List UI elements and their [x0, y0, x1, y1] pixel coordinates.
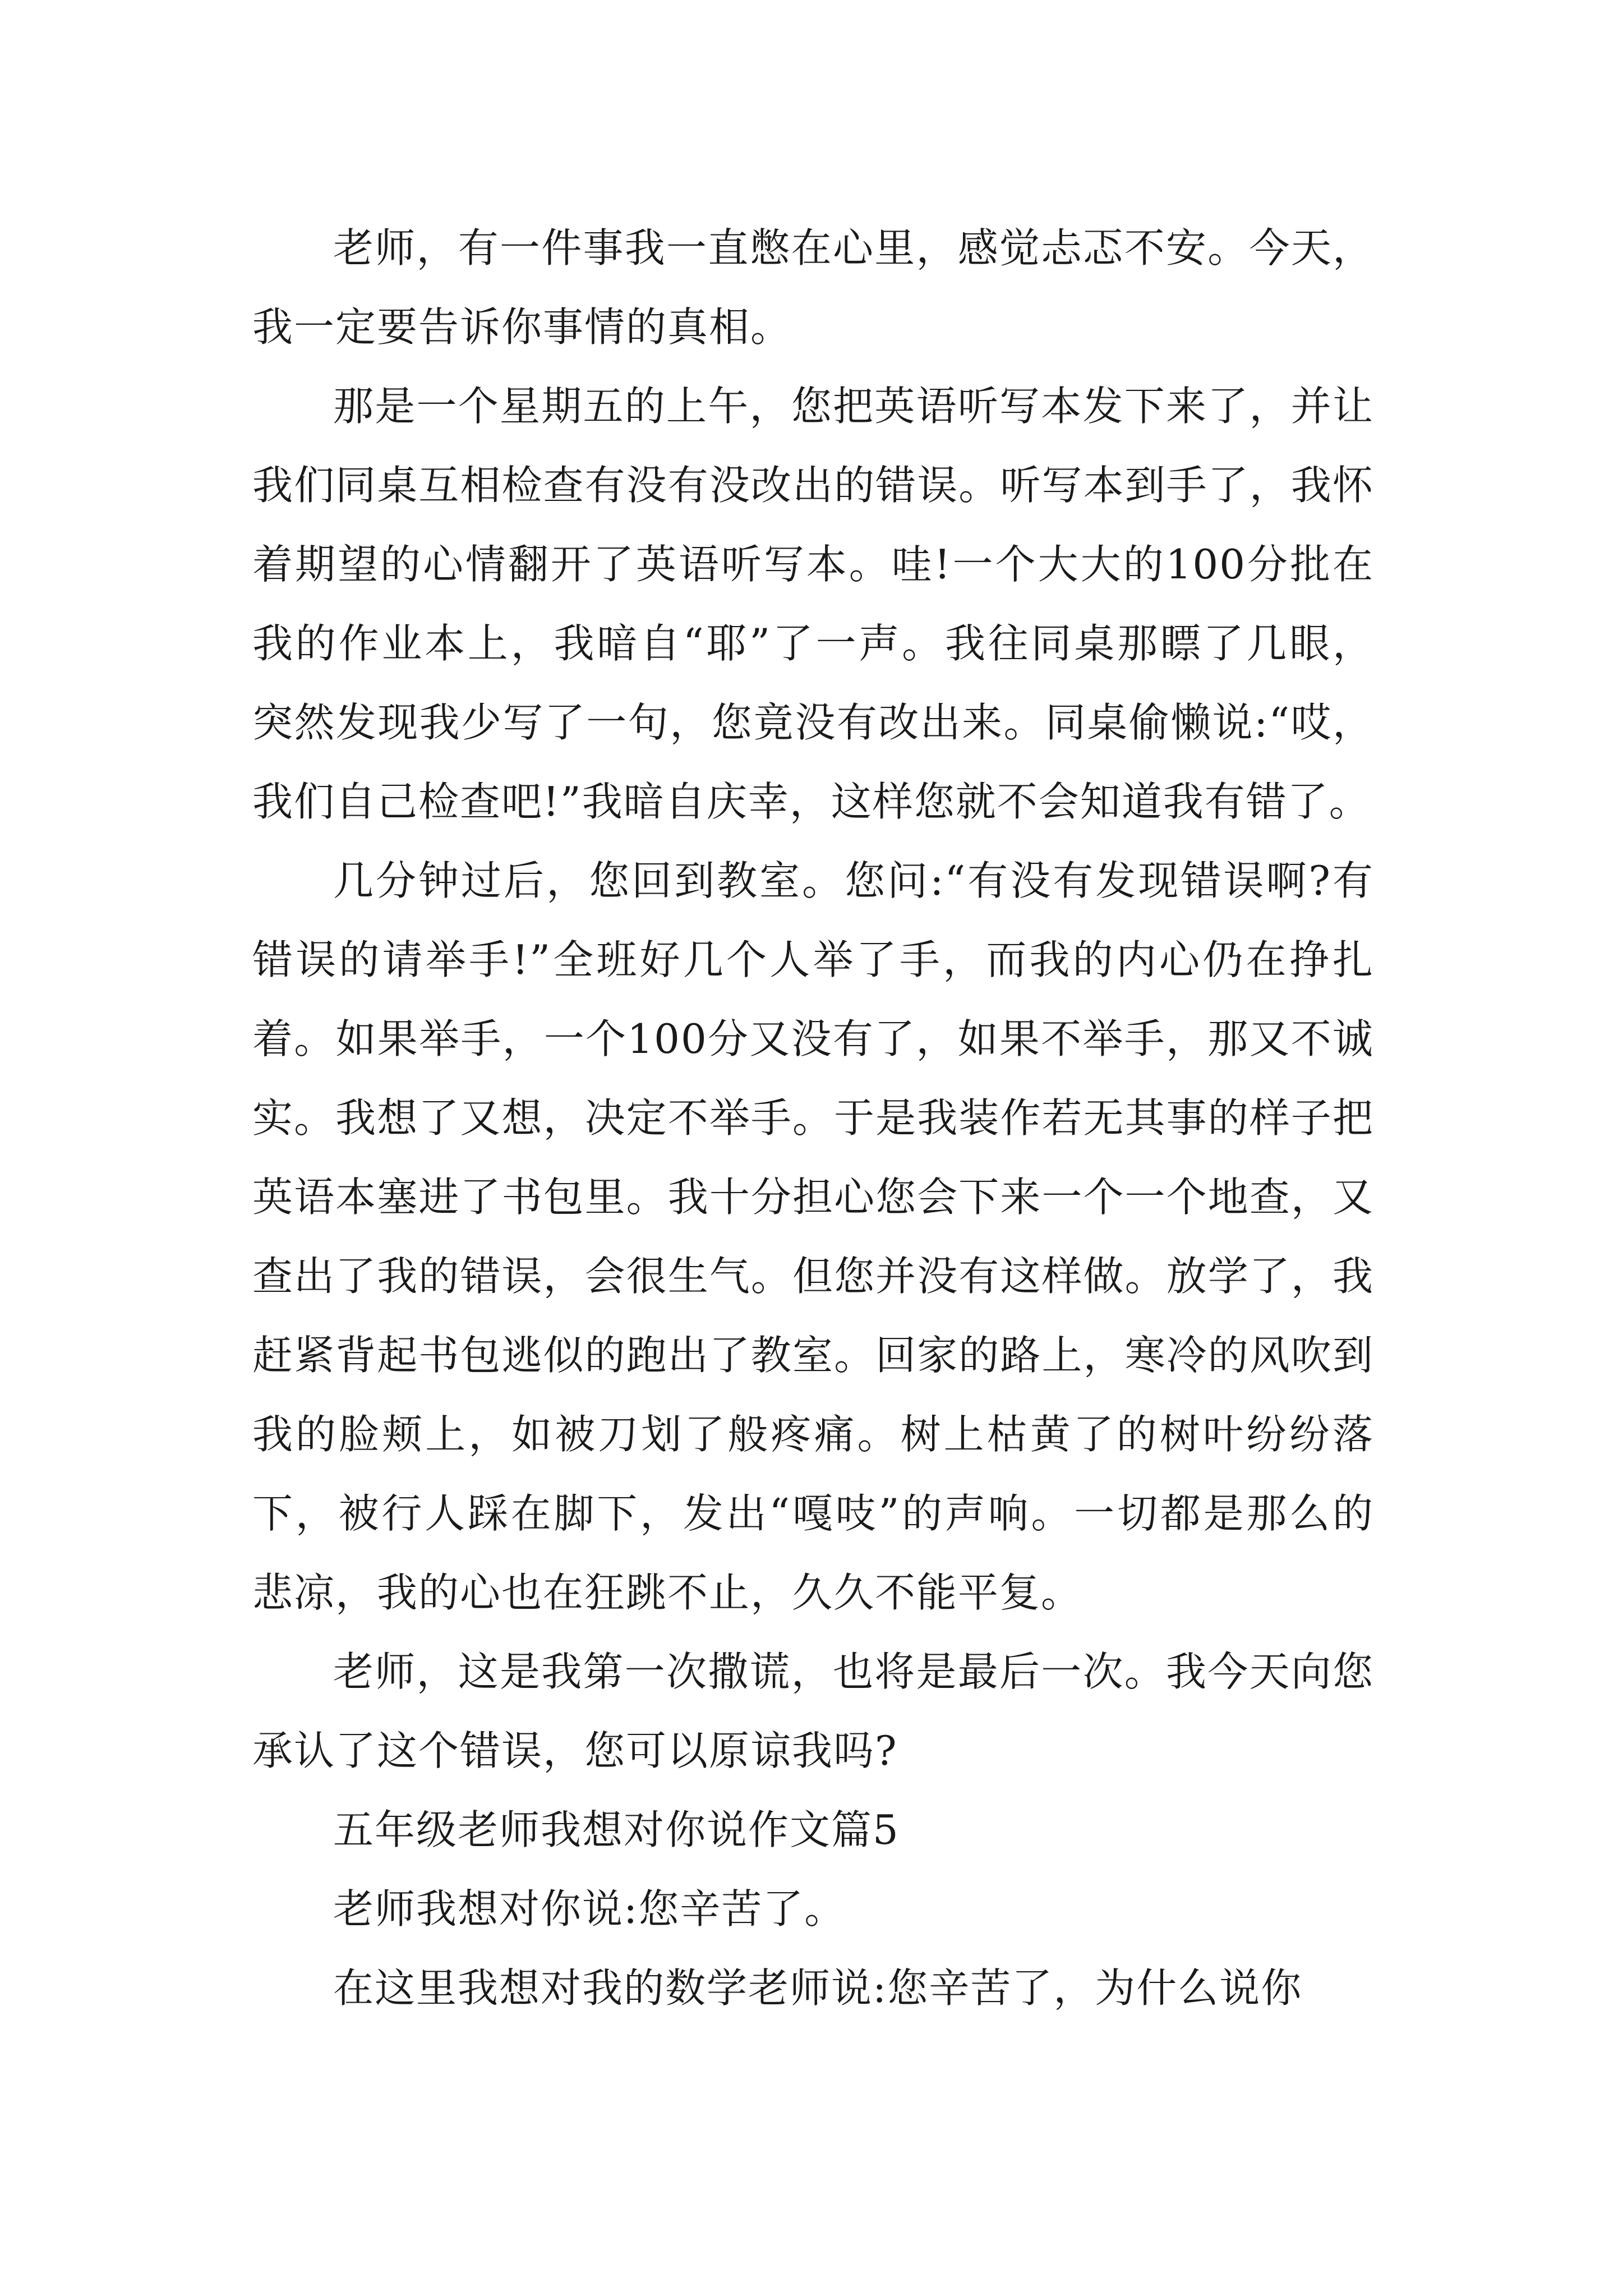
paragraph-classroom-check: 几分钟过后，您回到教室。您问:“有没有发现错误啊?有错误的请举手!”全班好几个人举了手，而我的内心仍在挣扎着。如果举手，一个100分又没有了，如果不举手，那又不诚实。我想了又想，决定不举手。于是我装作若无其事的样子把英语本塞进了书包里。我十分担心您会下来一个一个地查，又查出了我的错误，会很生气。但您并没有这样做。放学了，我赶紧背起书包逃似的跑出了教室。回家的路上，寒冷的风吹到我的脸颊上，如被刀划了般疼痛。树上枯黄了的树叶纷纷落下，被行人踩在脚下，发出“嘎吱”的声响。一切都是那么的悲凉，我的心也在狂跳不止，久久不能平复。	[252, 857, 1374, 1616]
paragraph-math-teacher: 在这里我想对我的数学老师说:您辛苦了，为什么说你	[333, 1964, 1303, 2012]
paragraph-confession-intro: 老师，有一件事我一直憋在心里，感觉忐忑不安。今天，我一定要告诉你事情的真相。	[252, 224, 1374, 351]
section-heading: 五年级老师我想对你说作文篇5	[333, 1806, 900, 1853]
article-body	[252, 209, 1374, 2028]
paragraph-dictation-story: 那是一个星期五的上午，您把英语听写本发下来了，并让我们同桌互相检查有没有没改出的错误。听写本到手了，我怀着期望的心情翻开了英语听写本。哇!一个大大的100分批在我的作业本上，我暗自“耶”了一声。我往同桌那瞟了几眼，突然发现我少写了一句，您竟没有改出来。同桌偷懒说:“哎，我们自己检查吧!”我暗自庆幸，这样您就不会知道我有错了。	[252, 383, 1374, 825]
paragraph-thanks: 老师我想对你说:您辛苦了。	[333, 1885, 846, 1932]
paragraph-apology: 老师，这是我第一次撒谎，也将是最后一次。我今天向您承认了这个错误，您可以原谅我吗?	[252, 1648, 1374, 1774]
